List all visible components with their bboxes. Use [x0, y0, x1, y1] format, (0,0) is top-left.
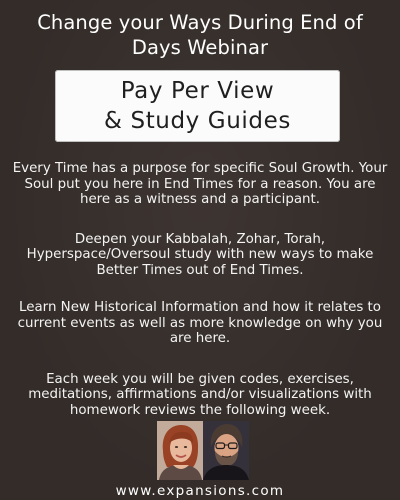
paragraph-study: Deepen your Kabbalah, Zohar, Torah, Hyperspace/Oversoul study with new ways to make Better Times out of End Times. — [26, 231, 374, 278]
paragraph-purpose: Every Time has a purpose for specific Soul Growth. Your Soul put you here in End Times for a reason. You are here as a witness and a participant. — [12, 161, 388, 207]
website-url[interactable]: www.expansions.com — [115, 483, 285, 499]
description — [10, 161, 390, 418]
presenter-photo-woman — [157, 421, 203, 480]
presenter-photos — [157, 421, 249, 480]
pay-per-view-box — [55, 70, 340, 142]
page-title: Change your Ways During End of Days Webinar — [37, 11, 363, 59]
paragraph-history: Learn New Historical Information and how it relates to current events as well as more knowledge on why you are here. — [17, 300, 383, 346]
title-box-line-1: Pay Per View — [120, 78, 275, 104]
paragraph-weekly: Each week you will be given codes, exercises, meditations, affirmations and/or visualizations with homework reviews the following week. — [28, 371, 372, 418]
title-box-line-2: & Study Guides — [104, 108, 291, 134]
presenter-photo-man — [203, 421, 249, 480]
